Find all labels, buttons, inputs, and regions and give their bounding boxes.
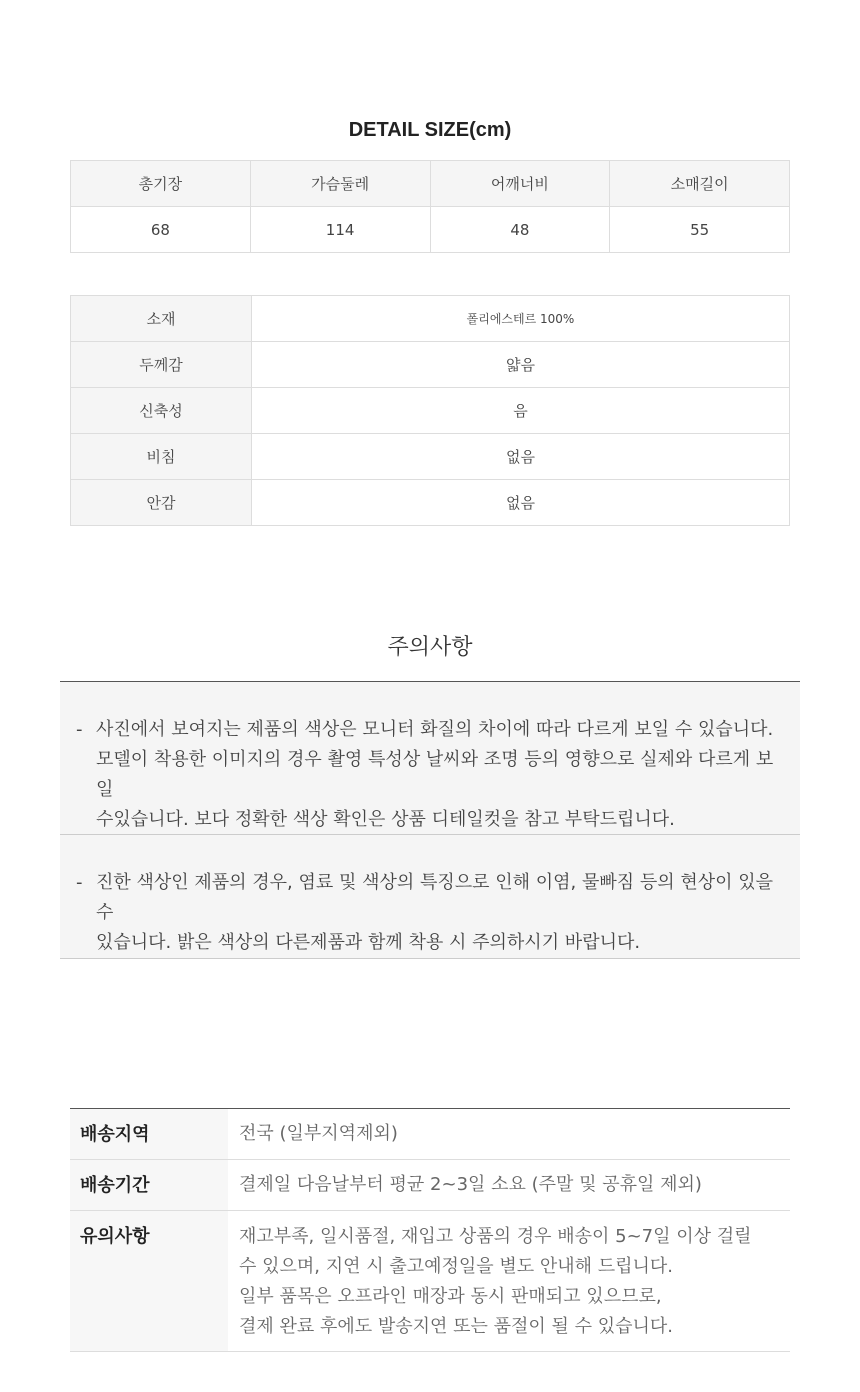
spec-row-sheerness: [71, 434, 790, 480]
size-header-cell: 가슴둘레: [250, 161, 430, 207]
size-header-cell: 총기장: [71, 161, 251, 207]
notice-line: 모델이 착용한 이미지의 경우 촬영 특성상 날씨와 조명 등의 영향으로 실제와 다르게 보일: [96, 749, 774, 800]
notice-title: 주의사항: [387, 635, 473, 660]
spec-value: 음: [252, 388, 790, 434]
size-table-header-row: [71, 161, 790, 207]
spec-label: 안감: [71, 480, 252, 526]
size-value-cell: 48: [430, 207, 610, 253]
notice-line: 사진에서 보여지는 제품의 색상은 모니터 화질의 차이에 따라 다르게 보일 수 있습니다.: [96, 719, 774, 740]
spec-row-stretch: [71, 388, 790, 434]
size-table-title: DETAIL SIZE(cm): [348, 119, 512, 141]
spec-label: 비침: [71, 434, 252, 480]
shipping-label: 배송기간: [70, 1160, 228, 1211]
notice-line: 진한 색상인 제품의 경우, 염료 및 색상의 특징으로 인해 이염, 물빠짐 등의 현상이 있을 수: [96, 872, 774, 923]
spec-value: 얇음: [252, 342, 790, 388]
shipping-value-line: 결제일 다음날부터 평균 2~3일 소요 (주말 및 공휴일 제외): [239, 1174, 702, 1195]
shipping-value-line: 전국 (일부지역제외): [239, 1123, 398, 1144]
shipping-row-region: [70, 1109, 790, 1160]
spec-value: 폴리에스테르 100%: [252, 296, 790, 342]
shipping-label: 유의사항: [70, 1211, 228, 1352]
notice-line: 있습니다. 밝은 색상의 다른제품과 함께 착용 시 주의하시기 바랍니다.: [96, 932, 641, 953]
spec-label: 소재: [71, 296, 252, 342]
spec-table: [70, 295, 790, 526]
size-table: [70, 160, 790, 253]
shipping-value: [228, 1211, 790, 1352]
notice-box: [60, 681, 800, 959]
size-header-cell: 소매길이: [610, 161, 790, 207]
shipping-value: [228, 1160, 790, 1211]
spec-label: 두께감: [71, 342, 252, 388]
shipping-info-table: [70, 1108, 790, 1352]
notice-line: 수있습니다. 보다 정확한 색상 확인은 상품 디테일컷을 참고 부탁드립니다.: [96, 809, 675, 830]
size-header-cell: 어깨너비: [430, 161, 610, 207]
notice-divider: [60, 834, 800, 835]
notice-dash: -: [76, 719, 83, 740]
spec-label: 신축성: [71, 388, 252, 434]
notice-item: [60, 715, 800, 835]
spec-value: 없음: [252, 480, 790, 526]
spec-row-material: [71, 296, 790, 342]
spec-row-thickness: [71, 342, 790, 388]
spec-row-lining: [71, 480, 790, 526]
shipping-value-line: 수 있으며, 지연 시 출고예정일을 별도 안내해 드립니다.: [239, 1256, 674, 1277]
shipping-value-line: 결제 완료 후에도 발송지연 또는 품절이 될 수 있습니다.: [239, 1316, 674, 1337]
shipping-row-notes: [70, 1211, 790, 1352]
shipping-row-period: [70, 1160, 790, 1211]
shipping-value: [228, 1109, 790, 1160]
spec-value: 없음: [252, 434, 790, 480]
shipping-label: 배송지역: [70, 1109, 228, 1160]
size-value-cell: 55: [610, 207, 790, 253]
size-value-cell: 114: [250, 207, 430, 253]
size-value-cell: 68: [71, 207, 251, 253]
notice-item: [60, 868, 800, 958]
shipping-value-line: 재고부족, 일시품절, 재입고 상품의 경우 배송이 5~7일 이상 걸릴: [239, 1226, 752, 1247]
shipping-value-line: 일부 품목은 오프라인 매장과 동시 판매되고 있으므로,: [239, 1286, 662, 1307]
notice-dash: -: [76, 872, 83, 893]
size-table-value-row: [71, 207, 790, 253]
